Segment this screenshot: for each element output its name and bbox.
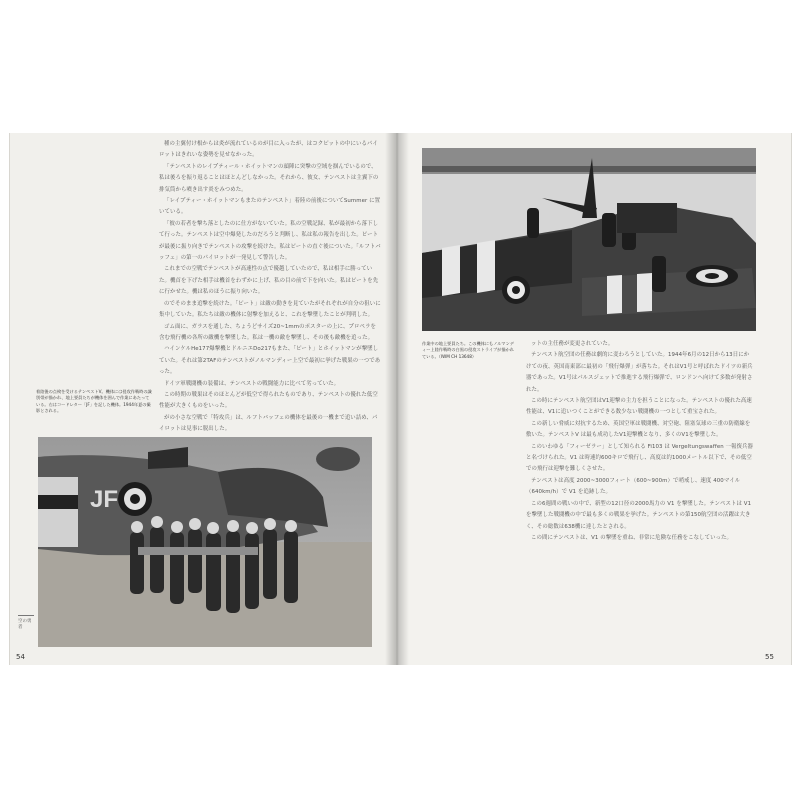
right-paragraph: この新しい脅威に対抗するため、英国空軍は戦闘機、対空砲、阻塞気球の三重の防衛線を敷いた。テンペストV は最も成功したV1迎撃機となり、多くのV1を撃墜した。 [526,420,751,439]
right-paragraph: テンペスト航空団の任務は劇的に変わろうとしていた。1944年6月の12日から13日にかけての夜、英国南東部に最初の「飛行爆弾」が落ちた。それはV1号と呼ばれたドイツの新兵器であった。V1号はパルスジェットで推進する飛行爆弾で、ロンドンへ向けて多数が発射された。 [526,352,753,393]
running-head: 空の勇者 [18,615,34,630]
right-body-text [526,339,754,544]
book-gutter [385,133,409,665]
aircraft-code-label: JF [90,486,119,513]
left-paragraph: 種の主翼付け根からは炎が流れているのが目に入ったが、はコクピットの中にいるパイロットはきれいな姿勢を見せなかった。 [159,141,378,159]
right-paragraph: この間にテンペストは、V1 の撃墜を重ね、非常に危険な任務をこなしていった。 [531,534,733,541]
left-paragraph: がの小さな空戦で「特攻兵」は、ルフトバッフェの機体を最後の一機まで追い詰め、パイロットは見事に脱出した。 [159,414,378,433]
right-page [395,133,792,665]
left-paragraph: ハインケルHe177爆撃機とドルニエDo217もまた、「ピート」とホイットマンが撃墜していた。それは第2TAFのテンペストがノルマンディー上空で最初に挙げた戦果の一つであった。 [159,346,381,376]
book-spread [9,133,791,665]
left-paragraph: 「彼の若者を撃ち落としたのに仕方がないていた。私の空戦記録、私が最初から落下して行った。テンペストは空中爆発したのだろうと判断し、私は私の報告を出した。ピートが最後に振り向きでテンペストの攻撃を続けた。私はピートの直ぐ後についた。「ルフトバッフェ」の第一のパイロットが一発見して警告した。 [159,220,381,262]
left-paragraph: この時期の戦果はそのほとんどが低空で得られたものであり、テンペストの優れた低空性能が大きくものをいった。 [159,391,378,410]
right-paragraph: テンペストは高度 2000~3000フィート（600~900m）で哨戒し、速度 400マイル（640km/h）で V1 を追跡した。 [526,477,741,496]
right-photo-caption: 作業中の地上要員たち。この機体にもノルマンディー上陸作戦時の白黒の侵攻ストライプが描かれている。（IWM CH 13648） [422,341,514,359]
left-paragraph: 「レイプティー・ホイットマンもまたのテンペスト」着陸の前後についてSummer に置いている。 [159,198,381,216]
right-paragraph: ットの主任務が変更されていた。 [531,341,614,347]
left-paragraph: 「テンペストのレイプティール・ホイットマンの頭陣に突撃の空域を掴んでいるので、私は後ろを振り返ることはほとんどしなかった。それから、彼女、テンペストは主翼下の排気筒から噴き出す炎をみつめた。 [159,163,379,193]
tempest-runway-photo [422,148,756,331]
left-body-text [159,139,381,436]
left-paragraph: ゴム面に、ガラスを通した、ちょうどサイズ20~1mmのポスターの上に、プロペラを含む飛行機の各所の敵機を撃墜した。私は一機の敵を撃墜し、その後も敵機を追った。 [159,323,376,341]
right-page-number: 55 [765,653,774,661]
left-page [9,133,396,665]
right-paragraph: この時にテンペスト航空団はV1迎撃の主力を担うことになった。テンペストの優れた高速性能は、V1に追いつくことができる数少ない戦闘機の一つとして重宝された。 [526,398,752,416]
left-paragraph: のでそのまま追撃を続けた。「ピート」は敵の動きを見ていたがそれぞれが自分の狙いに集中していた。私たちは敵の機体に射撃を加えると、これを撃墜したことが判明した。 [159,300,381,319]
ground-crew-photo [38,437,372,647]
right-paragraph: この6週間の戦いの中で、新型の12口径の2000馬力の V1 を撃墜した。テンペストは V1 を撃墜した戦闘機の中で最も多くの戦果を挙げた。テンペストの第150航空団の活躍は大きく、その総数は638機に達したとされる。 [526,500,752,530]
right-paragraph: このいわゆる「フィーゼラー」として知られる Fi103 は Vergeltungswaffen 一報復兵器と名づけられた。V1 は時速約600キロで飛行し、高度は約1000メートル以下で、その低空での飛行は迎撃を難しくさせた。 [526,443,754,473]
left-paragraph: これまでの空戦でテンペストが高速性の点で優越していたので、私は相手に勝っていた。機首を下げた相手は機首をわずかに上げ、私の目の前で下を向いた。私はピートを先に行かせた。機は私のほうに振り向いた。 [159,266,379,296]
left-photo-caption: 着陸後の点検を受けるテンペストV。機体には侵攻作戦時の識別帯が描かれ、地上要員たちが機体を囲んで作業にあたっている。右はコードレター「JF」を記した機体。1944年夏の撮影とされる。 [36,389,152,414]
left-paragraph: ドイツ軍戦闘機の装備は、テンペストの戦闘能力に比べて劣っていた。 [164,380,340,387]
left-page-number: 54 [16,653,25,661]
